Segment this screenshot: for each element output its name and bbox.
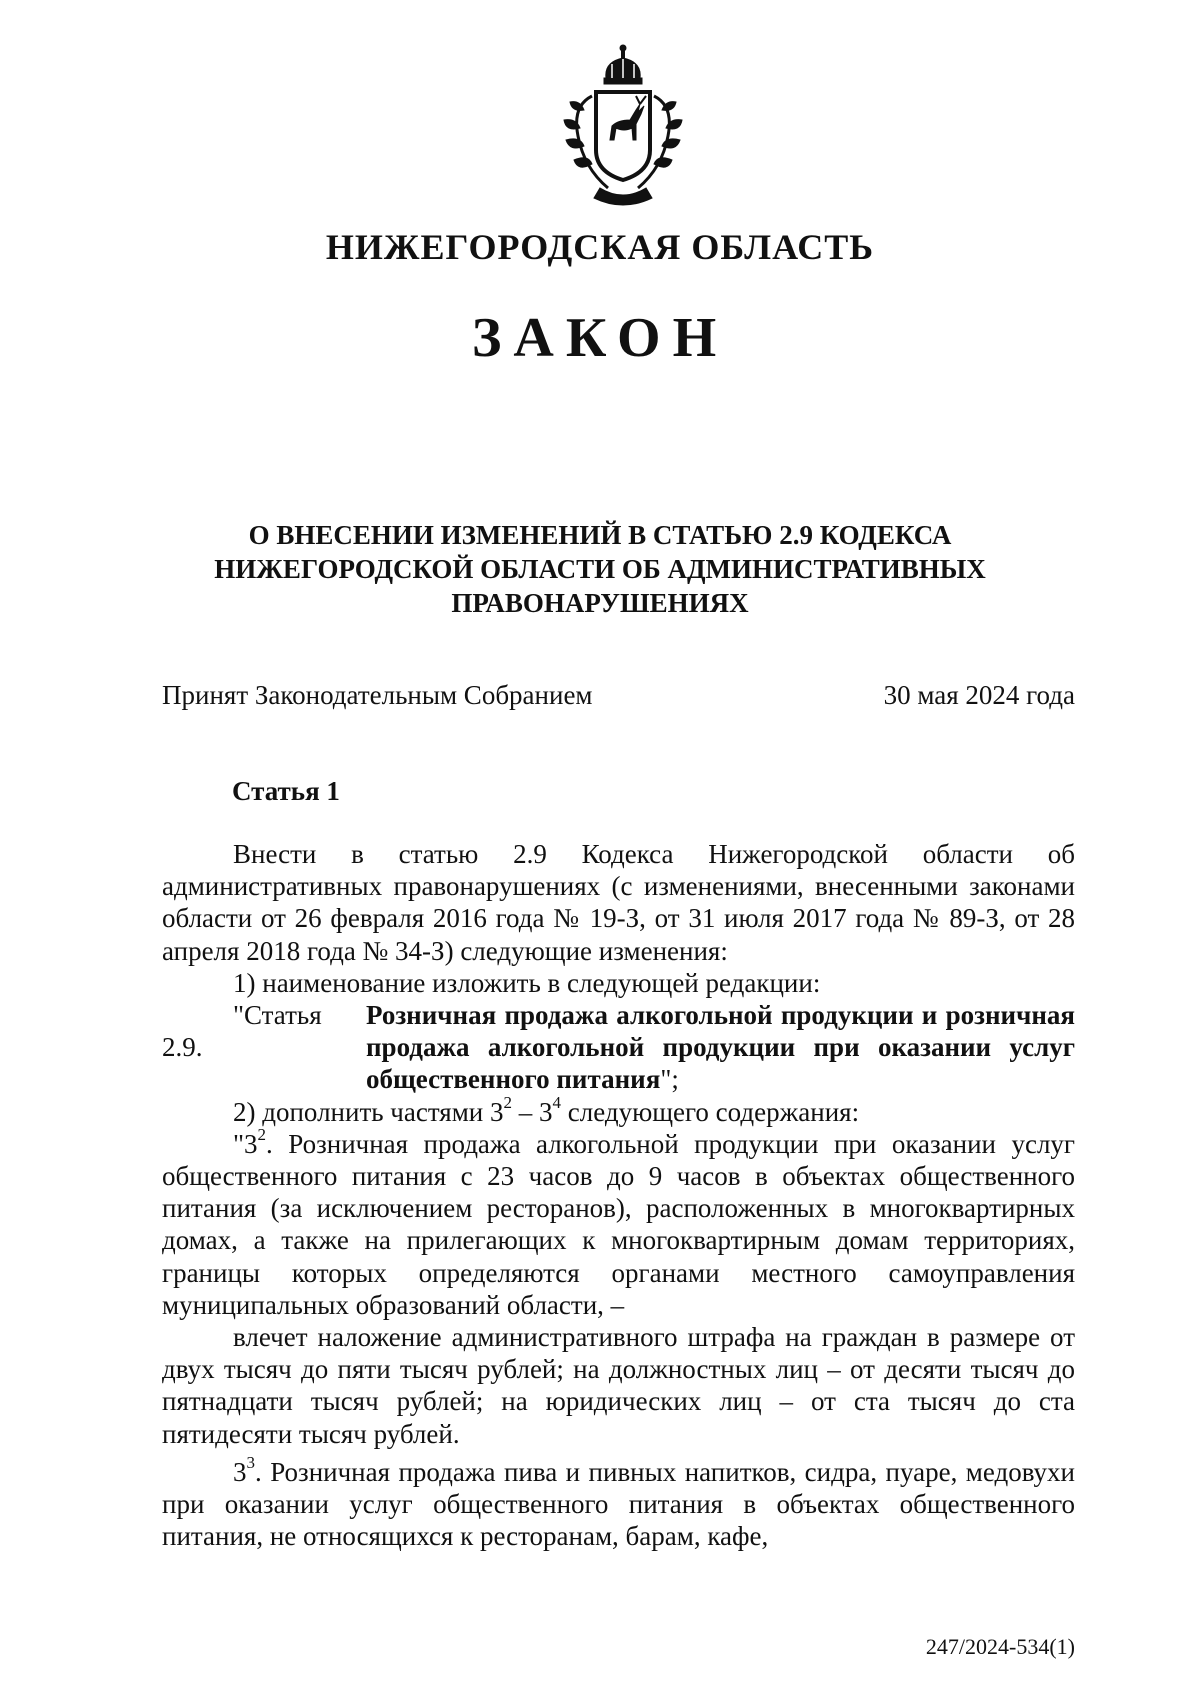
amendment-item-2: 2) дополнить частями $3^2 - 3^4$ следующего содержания: [233,1092,860,1127]
amendment-item-1: 1) наименование изложить в следующей редакции: [233,967,821,998]
article-heading: Статья 1 [232,776,340,806]
law-title-line: О ВНЕСЕНИИ ИЗМЕНЕНИЙ В СТАТЬЮ 2.9 КОДЕКСА [248,520,952,550]
document-type: ЗАКОН [471,307,729,369]
law-title-line: НИЖЕГОРОДСКОЙ ОБЛАСТИ ОБ АДМИНИСТРАТИВНЫХ [214,554,986,584]
new-article-title-text: Розничная продажа алкогольной продукции и розничная продажа алкогольной продукции при оказании услуг общественного питания [366,1000,1075,1095]
article-body [162,838,1075,1552]
part-3-3: $3^3$. Розничная продажа пива и пивных напитков, сидра, пуаре, медовухи при оказании услуг общественного питания в объектах общественного питания, не относящихся к ресторанам, барам, кафе, [162,1452,1075,1552]
penalty-paragraph: влечет наложение административного штрафа на граждан в размере от двух тысяч до пяти тысяч рублей; на должностных лиц – от десяти тысяч до пятнадцати тысяч рублей; на юридических лиц – от ста тысяч до ста пятидесяти тысяч рублей. [162,1322,1075,1449]
law-title [150,518,1050,620]
adoption-text: Принят Законодательным Собранием [162,680,593,710]
new-article-title-tail: "; [660,1064,679,1095]
document-number: 247/2024-534(1) [925,1634,1075,1659]
coat-of-arms-emblem [548,40,698,210]
part-3-2: "$3^2$. Розничная продажа алкогольной продукции при оказании услуг общественного питания с 23 часов до 9 часов в объектах общественного питания (за исключением ресторанов), расположенных в многоквартирных домах, а также на прилегающих к многоквартирным домам территориях, границы которых определяются органами местного самоуправления муниципальных образований области, – [162,1124,1075,1320]
adoption-date: 30 мая 2024 года [883,680,1075,710]
article-intro: Внести в статью 2.9 Кодекса Нижегородской области об административных правонарушениях (с изменениями, внесенными законами области от 26 февраля 2016 года № 19-З, от 31 июля 2017 года № 89-З, от 28 апреля 2018 года № 34-З) следующие изменения: [162,839,1075,966]
region-name: НИЖЕГОРОДСКАЯ ОБЛАСТЬ [325,227,875,267]
new-article-title-lead: "Статья 2.9. [162,1000,322,1063]
law-title-line: ПРАВОНАРУШЕНИЯХ [451,588,749,618]
new-article-title [162,999,1075,1096]
